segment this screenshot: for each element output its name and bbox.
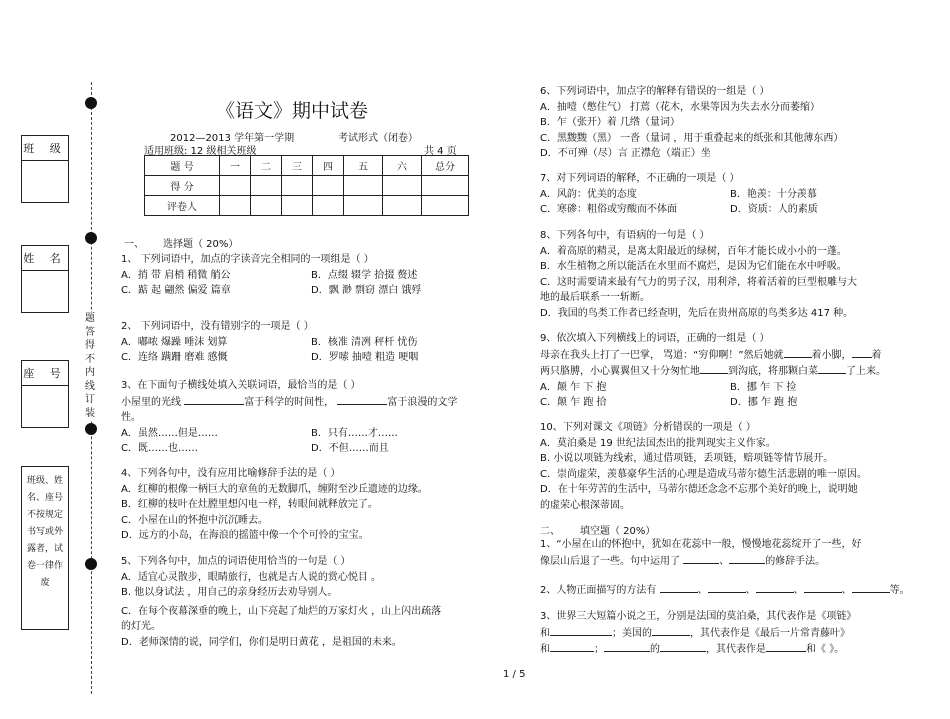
question-2 <box>121 319 418 366</box>
blank <box>766 641 806 652</box>
page-count: 共 4 页 <box>424 146 457 157</box>
sentence-part: ； <box>594 644 604 655</box>
table-header-cell: 二 <box>251 156 282 176</box>
class-box <box>21 135 69 203</box>
option-b: B. 小说以项链为线索，通过借项链，丢项链，赔项链等情节展开。 <box>540 453 834 464</box>
blank <box>550 641 594 652</box>
option-c: C．连络 蹒跚 磨难 感慨 <box>121 352 228 363</box>
exam-form-label: 考试形式（闭卷） <box>338 133 418 144</box>
blank <box>756 582 794 593</box>
table-row <box>145 196 469 216</box>
question-stem: 6、下列词语中，加点字的解释有错误的一组是（ ） <box>540 86 770 97</box>
question-7 <box>540 171 818 218</box>
sentence-part: 两只胳膊，小心翼翼但又十分匆忙地 <box>540 366 700 377</box>
score-table <box>144 155 469 216</box>
sentence-part: 到沟底，将那颗白菜 <box>728 366 818 377</box>
binding-hole <box>85 558 97 570</box>
sentence-part: 性。 <box>121 412 141 423</box>
blank <box>660 641 706 652</box>
row-label: 评卷人 <box>145 196 220 216</box>
blank <box>804 582 842 593</box>
blank <box>550 625 612 636</box>
sentence-part: 等。 <box>889 585 910 596</box>
sentence-part: 、 <box>719 555 730 567</box>
fill-question-2 <box>540 582 910 599</box>
option-c: C．小屋在山的怀抱中沉沉睡去。 <box>121 514 268 526</box>
option-d: D．资质：人的素质 <box>730 204 818 215</box>
option-c: C．颠 乍 跑 拾 <box>540 397 607 408</box>
sentence-part: 2、人物正面描写的方法有 <box>540 585 657 596</box>
binding-hole <box>85 97 97 109</box>
blank <box>784 347 812 358</box>
question-stem: 3、世界三大短篇小说之王，分别是法国的莫泊桑，其代表作是《项链》 <box>540 611 857 622</box>
option-a: A．风韵：优美的态度 <box>540 188 637 200</box>
option-d: D．我国的鸟类工作者已经查明，先后在贵州高原的鸟类多达 417 种。 <box>540 307 854 319</box>
option-c: C．黑黢黢（黑） 一沓（量词 ，用于重叠起来的纸张和其他薄东西） <box>540 132 844 144</box>
applicable-class: 适用班级: 12 级相关班级 <box>144 146 257 157</box>
option-d: D．不可殚（尽）言 正襟危（端正）坐 <box>540 148 711 159</box>
option-d: D．在十年劳苦的生活中，马蒂尔德还念念不忘那个美好的晚上，说明她 <box>540 484 858 495</box>
sentence-part: ，其代表作是 <box>706 644 766 655</box>
separator: 、 <box>841 585 852 596</box>
option-b: B．只有……才…… <box>311 427 398 439</box>
option-b: B．点缀 辍学 拾掇 赘述 <box>311 269 418 281</box>
table-header-cell: 六 <box>383 156 422 176</box>
option-c: C．崇尚虚荣，羡慕豪华生活的心理是造成马蒂尔德生活悲剧的唯一原因。 <box>540 468 867 480</box>
binding-vertical-text: 题 答 得 不 内 线 订 装 <box>82 312 98 420</box>
score-table-header-row <box>145 156 469 176</box>
option-a: A．莫泊桑是 19 世纪法国杰出的批判现实主义作家。 <box>540 437 776 449</box>
section-number: 一、 <box>124 239 144 250</box>
blank <box>337 394 387 405</box>
question-stem: 8、下列各句中，有语病的一句是（ ） <box>540 230 710 241</box>
sentence-part: 了上来。 <box>846 366 886 377</box>
sentence-part: 和《 <box>806 644 826 655</box>
sentence-part: 母亲在我头上打了一巴掌， 骂道：“穷仰啊！”然后她就 <box>540 349 784 361</box>
section-title: 选择题（ 20%） <box>163 239 239 250</box>
sentence-part: 着 <box>871 349 882 361</box>
sentence-part: ，其代表作是《最后一片常青藤叶》 <box>690 627 850 639</box>
option-c: C．既……也…… <box>121 443 198 454</box>
name-box <box>21 245 69 313</box>
blank <box>818 363 846 374</box>
table-header-cell: 总分 <box>422 156 469 176</box>
question-10 <box>540 420 867 513</box>
blank <box>852 582 890 593</box>
option-c: C．寒碜：粗俗或穷酸而不体面 <box>540 204 677 215</box>
option-b: B．艳羡：十分羡慕 <box>730 188 817 200</box>
table-header-cell: 三 <box>282 156 313 176</box>
option-c-continued: 的灯光。 <box>121 621 161 632</box>
page-number: 1 / 5 <box>503 669 526 680</box>
page-title: 《语文》期中试卷 <box>216 100 369 122</box>
option-b: B. 他以身试法 ，用自己的亲身经历去劝导别人。 <box>121 587 338 598</box>
sentence-part: 和 <box>540 644 550 655</box>
question-stem: 2、 下列词语中，没有错别字的一项是（ ） <box>121 321 314 332</box>
table-header-cell: 一 <box>220 156 251 176</box>
question-stem: 9、依次填入下列横线上的词语，正确的一组是（ ） <box>540 333 770 344</box>
question-stem: 7、对下列词语的解释，不正确的一项是（ ） <box>540 173 740 184</box>
blank <box>652 625 690 636</box>
question-5 <box>121 554 441 650</box>
question-stem: 3、在下面句子横线处填入关联词语，最恰当的是（ ） <box>121 380 361 391</box>
fill-question-1 <box>540 537 862 569</box>
binding-hole <box>85 423 97 435</box>
table-header-cell: 四 <box>313 156 344 176</box>
question-stem: 5、下列各句中，加点的词语使用恰当的一句是（ ） <box>121 556 351 567</box>
option-d: D．远方的小岛，在海浪的摇篮中像一个个可怜的宝宝。 <box>121 530 369 541</box>
option-a: A．颠 乍 下 抱 <box>540 381 607 393</box>
sentence-part: 富于浪漫的文学 <box>387 396 458 408</box>
sentence-part: 富于科学的时间性， <box>244 396 335 408</box>
table-row <box>145 176 469 196</box>
name-label: 姓 名 <box>22 250 68 271</box>
sentence-part: 》。 <box>829 644 845 655</box>
option-d: D．飘 渺 剽窃 漂白 饿殍 <box>311 285 422 296</box>
option-a: A．嘟哝 爆躁 唾沫 划算 <box>121 336 228 348</box>
question-1 <box>121 252 421 299</box>
blank <box>700 363 728 374</box>
separator: 、 <box>745 585 756 596</box>
question-stem: 4、下列各句中，没有应用比喻修辞手法的是（ ） <box>121 468 341 479</box>
separator: 、 <box>793 585 804 596</box>
option-d: D．挪 乍 跑 抱 <box>730 397 798 408</box>
question-stem: 1、 下列词语中，加点的字读音完全相同的一项组是（ ） <box>121 254 374 265</box>
section-title: 填空题（ 20%） <box>580 526 656 537</box>
option-d: D．老师深情的说，同学们，你们是明日黄花 ，是祖国的未来。 <box>121 636 402 648</box>
option-b: B．乍（张开）着 几绺（量词） <box>540 117 681 128</box>
option-c-continued: 地的最后联系一一斩断。 <box>540 292 650 303</box>
question-8 <box>540 228 857 321</box>
option-d-continued: 的虚荣心根深蒂固。 <box>540 499 630 511</box>
sentence-part: 小屋里的光线 <box>121 396 181 408</box>
option-c: C．踮 起 翩然 偏爱 篇章 <box>121 285 231 296</box>
option-d: D．罗嗦 抽噎 粗造 哽咽 <box>311 352 419 363</box>
seat-label: 座 号 <box>22 365 68 386</box>
option-a: A．着高原的精灵，是离太阳最近的绿树，百年才能长成小小的一蓬。 <box>540 245 847 257</box>
option-a: A．虽然……但是…… <box>121 427 218 439</box>
blank <box>184 394 244 405</box>
question-4 <box>121 466 428 544</box>
blank <box>708 582 746 593</box>
option-b: B．水生植物之所以能活在水里而不腐烂，是因为它们能在水中呼吸。 <box>540 261 847 272</box>
option-b: B．挪 乍 下 捡 <box>730 381 797 393</box>
blank <box>729 553 765 564</box>
class-label: 班 级 <box>22 140 68 161</box>
option-b: B．红柳的枝叶在灶膛里想闪电一样，转眼间就释放完了。 <box>121 499 378 510</box>
option-a: A．捎 带 肩梢 稍微 艄公 <box>121 269 231 281</box>
blank <box>852 347 872 358</box>
option-a: A．红柳的根像一柄巨大的章鱼的无数脚爪，缠附至沙丘遗迹的边缘。 <box>121 483 428 495</box>
sentence-part: 像层山后退了一些。句中运用了 <box>540 555 680 567</box>
option-b: B．核准 清冽 秤杆 忧伤 <box>311 336 418 348</box>
option-c: C．这时需要请来最有气力的男子汉，用利斧，将着活着的巨型根雕与大 <box>540 276 857 288</box>
question-stem: 1、“小屋在山的怀抱中，犹如在花蕊中一般，慢慢地花蕊绽开了一些，好 <box>540 539 862 550</box>
question-6 <box>540 84 843 162</box>
term-label: 2012—2013 学年第一学期 <box>170 133 295 144</box>
question-9 <box>540 331 886 411</box>
option-a: A．适宜心灵散步，眼睛旅行，也就是古人说的赏心悦目 。 <box>121 571 382 583</box>
sentence-part: ；美国的 <box>612 627 652 639</box>
row-label: 得 分 <box>145 176 220 196</box>
table-header-cell: 五 <box>344 156 383 176</box>
blank <box>604 641 650 652</box>
option-a: A．抽噎（憋住气） 打蔫（花木，水果等因为失去水分而萎缩） <box>540 101 821 113</box>
sentence-part: 和 <box>540 627 550 639</box>
question-3 <box>121 378 457 457</box>
sentence-part: 的修辞手法。 <box>765 555 826 567</box>
separator: 、 <box>697 585 708 596</box>
option-d: D．不但……而且 <box>311 443 389 454</box>
sentence-part: 着小脚， <box>811 349 852 361</box>
binding-hole <box>85 232 97 244</box>
fill-question-3 <box>540 609 856 658</box>
table-header-cell: 题 号 <box>145 156 220 176</box>
option-c: C．在每个夜幕深垂的晚上，山下亮起了灿烂的万家灯火 ，山上闪出疏落 <box>121 605 442 617</box>
sentence-part: 的 <box>650 644 660 655</box>
section-number: 二、 <box>540 526 560 537</box>
question-stem: 10、下列对课文《项链》分析错误的一项是（ ） <box>540 422 756 433</box>
warning-note: 班级、姓名、座号不按规定书写或外露者，试卷一律作废 <box>21 466 69 630</box>
blank <box>683 553 719 564</box>
seat-box <box>21 360 69 428</box>
blank <box>660 582 698 593</box>
